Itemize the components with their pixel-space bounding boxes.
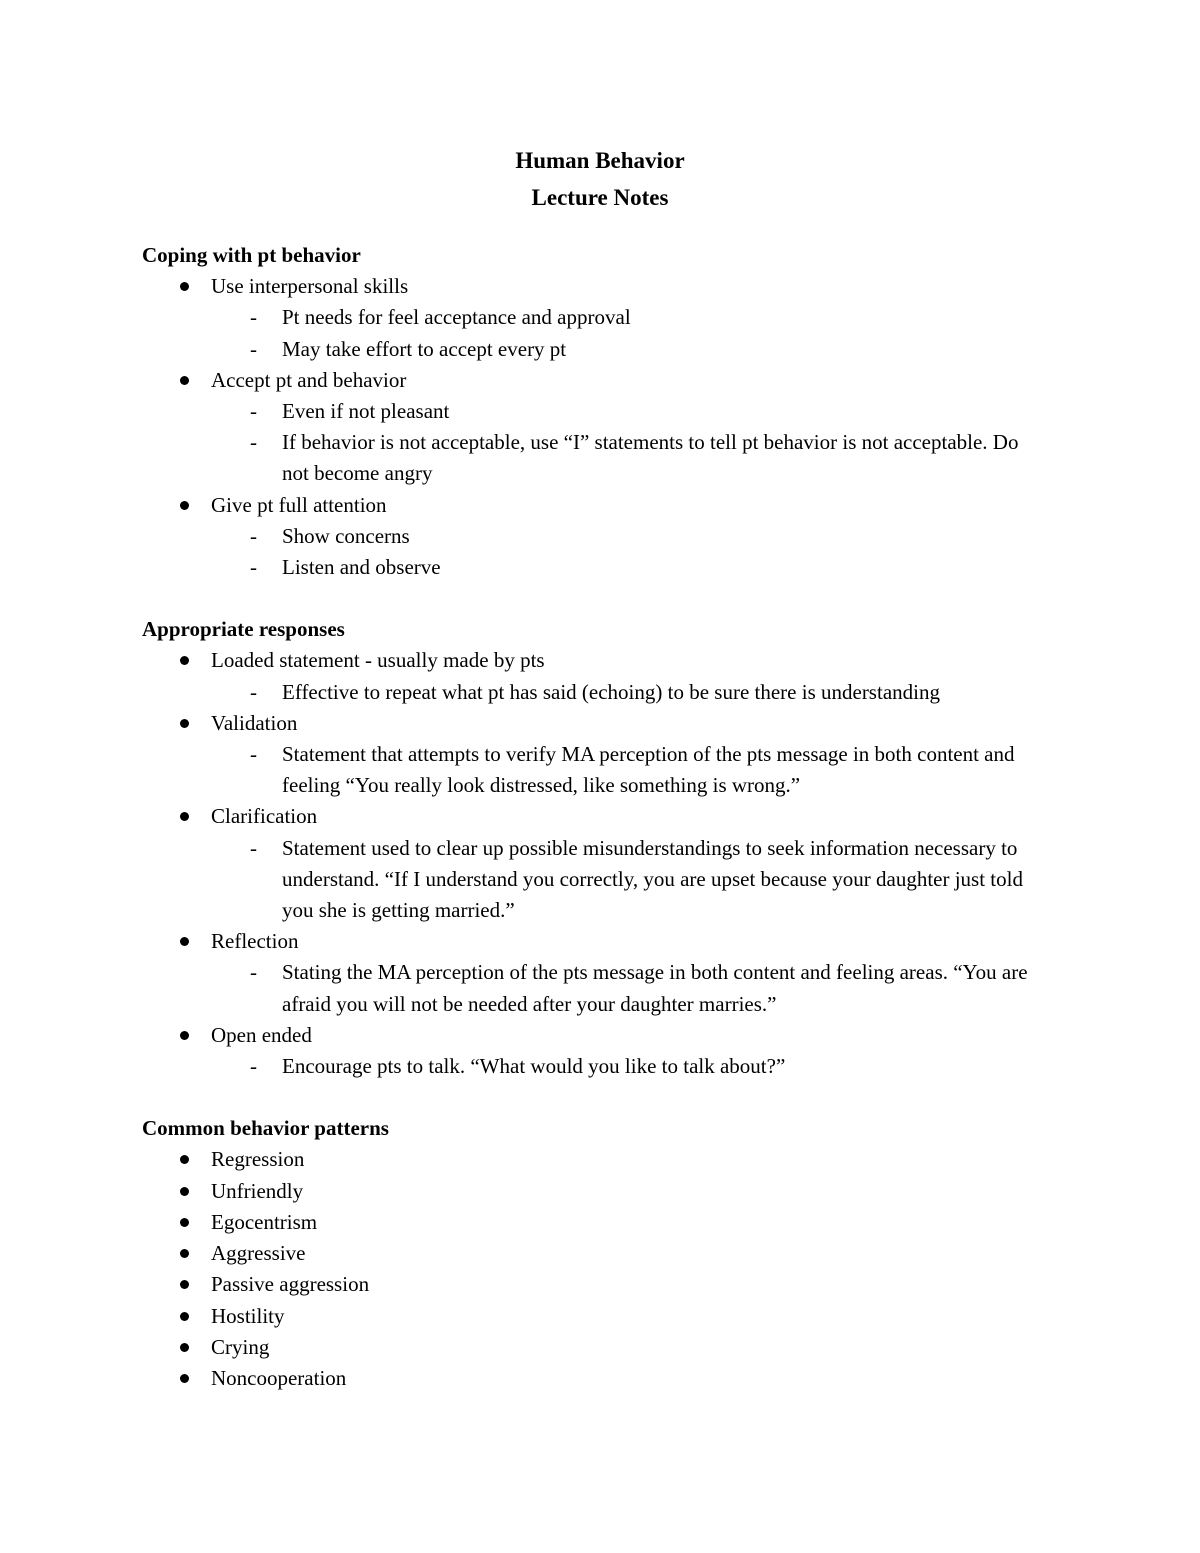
bullet-icon — [180, 812, 189, 821]
list-item — [142, 1269, 1042, 1300]
sections-container — [142, 240, 1042, 1394]
sub-list — [142, 739, 1042, 801]
sub-list-item — [142, 521, 1042, 552]
sub-list-item-text: Effective to repeat what pt has said (echoing) to be sure there is understanding — [282, 679, 940, 704]
dash-marker: - — [250, 336, 257, 361]
sub-list-item-text: If behavior is not acceptable, use “I” statements to tell pt behavior is not acceptable. Do not become angry — [282, 430, 1019, 486]
list-item-text: Clarification — [211, 804, 318, 829]
list-item — [142, 271, 1042, 365]
dash-marker: - — [250, 960, 257, 985]
list-item — [142, 1207, 1042, 1238]
document-body — [142, 142, 1042, 1394]
list-item — [142, 490, 1042, 584]
list-item — [142, 1332, 1042, 1363]
bullet-icon — [180, 1155, 189, 1164]
list-item-text: Regression — [211, 1147, 305, 1172]
sub-list-item-text: Even if not pleasant — [282, 399, 450, 424]
dash-marker: - — [250, 1054, 257, 1079]
sub-list-item — [142, 739, 1042, 801]
sub-list-item — [142, 396, 1042, 427]
sub-list-wrapper — [142, 1051, 1042, 1082]
list-item — [142, 1144, 1042, 1175]
list-item-text: Crying — [211, 1334, 270, 1359]
sub-list-item-text: Listen and observe — [282, 555, 441, 580]
bullet-icon — [180, 1343, 189, 1352]
list-item — [142, 926, 1042, 1020]
dash-marker: - — [250, 399, 257, 424]
dash-marker: - — [250, 555, 257, 580]
sub-list-item — [142, 833, 1042, 927]
sub-list-item — [142, 427, 1042, 489]
sub-list-item-text: Show concerns — [282, 523, 410, 548]
list-item — [142, 1363, 1042, 1394]
section — [142, 614, 1042, 1082]
list-item-text: Reflection — [211, 929, 299, 954]
bullet-icon — [180, 1187, 189, 1196]
bullet-icon — [180, 1312, 189, 1321]
sub-list — [142, 833, 1042, 927]
dash-marker: - — [250, 305, 257, 330]
section-heading: Coping with pt behavior — [142, 243, 361, 267]
sub-list-item — [142, 334, 1042, 365]
bullet-icon — [180, 1218, 189, 1227]
document-title: Human Behavior — [515, 148, 685, 173]
sub-list-item-text: Pt needs for feel acceptance and approval — [282, 305, 631, 330]
dash-marker: - — [250, 835, 257, 860]
bullet-icon — [180, 656, 189, 665]
bullet-list — [142, 645, 1042, 1082]
bullet-icon — [180, 376, 189, 385]
sub-list — [142, 396, 1042, 490]
sub-list-wrapper — [142, 302, 1042, 364]
list-item-text: Open ended — [211, 1022, 312, 1047]
bullet-icon — [180, 501, 189, 510]
dash-marker: - — [250, 679, 257, 704]
bullet-icon — [180, 282, 189, 291]
sub-list — [142, 521, 1042, 583]
dash-marker: - — [250, 523, 257, 548]
list-item-text: Passive aggression — [211, 1272, 370, 1297]
sub-list-item-text: Encourage pts to talk. “What would you like to talk about?” — [282, 1054, 786, 1079]
bullet-icon — [180, 937, 189, 946]
list-item-text: Use interpersonal skills — [211, 274, 409, 299]
sub-list — [142, 677, 1042, 708]
sub-list-wrapper — [142, 833, 1042, 927]
list-item-text: Give pt full attention — [211, 492, 387, 517]
list-item-text: Egocentrism — [211, 1209, 318, 1234]
sub-list-wrapper — [142, 677, 1042, 708]
bullet-icon — [180, 719, 189, 728]
list-item-text: Noncooperation — [211, 1365, 347, 1390]
sub-list-wrapper — [142, 521, 1042, 583]
bullet-icon — [180, 1031, 189, 1040]
list-item — [142, 1301, 1042, 1332]
sub-list-wrapper — [142, 739, 1042, 801]
bullet-list — [142, 271, 1042, 583]
section — [142, 240, 1042, 583]
dash-marker: - — [250, 742, 257, 767]
list-item-text: Validation — [211, 710, 298, 735]
sub-list — [142, 302, 1042, 364]
sub-list — [142, 957, 1042, 1019]
sub-list-wrapper — [142, 396, 1042, 490]
section-heading: Common behavior patterns — [142, 1116, 389, 1141]
sub-list-item — [142, 302, 1042, 333]
list-item-text: Accept pt and behavior — [211, 367, 407, 392]
bullet-icon — [180, 1280, 189, 1289]
sub-list-item-text: Statement used to clear up possible misunderstandings to seek information necessary to understand. “If I understand you correctly, you are upset because your daughter just told you she is getting married.” — [282, 835, 1023, 923]
sub-list-item — [142, 552, 1042, 583]
list-item — [142, 1020, 1042, 1082]
dash-marker: - — [250, 430, 257, 455]
sub-list — [142, 1051, 1042, 1082]
sub-list-item — [142, 1051, 1042, 1082]
list-item — [142, 1238, 1042, 1269]
sub-list-item — [142, 677, 1042, 708]
list-item-text: Loaded statement - usually made by pts — [211, 648, 545, 673]
bullet-icon — [180, 1374, 189, 1383]
section — [142, 1113, 1042, 1394]
list-item — [142, 708, 1042, 802]
list-item — [142, 801, 1042, 926]
section-heading: Appropriate responses — [142, 617, 345, 642]
list-item-text: Hostility — [211, 1303, 285, 1328]
sub-list-item — [142, 957, 1042, 1019]
sub-list-item-text: May take effort to accept every pt — [282, 336, 567, 361]
list-item-text: Aggressive — [211, 1241, 306, 1266]
document-subtitle: Lecture Notes — [531, 185, 669, 210]
title-block — [142, 142, 1042, 216]
list-item — [142, 365, 1042, 490]
sub-list-item-text: Statement that attempts to verify MA perception of the pts message in both content and feeling “You really look distressed, like something is wrong.” — [282, 742, 1015, 798]
list-item — [142, 1176, 1042, 1207]
bullet-icon — [180, 1249, 189, 1258]
sub-list-item-text: Stating the MA perception of the pts message in both content and feeling areas. “You are afraid you will not be needed after your daughter marries.” — [282, 960, 1028, 1016]
sub-list-wrapper — [142, 957, 1042, 1019]
list-item-text: Unfriendly — [211, 1178, 304, 1203]
bullet-list — [142, 1144, 1042, 1394]
list-item — [142, 645, 1042, 707]
